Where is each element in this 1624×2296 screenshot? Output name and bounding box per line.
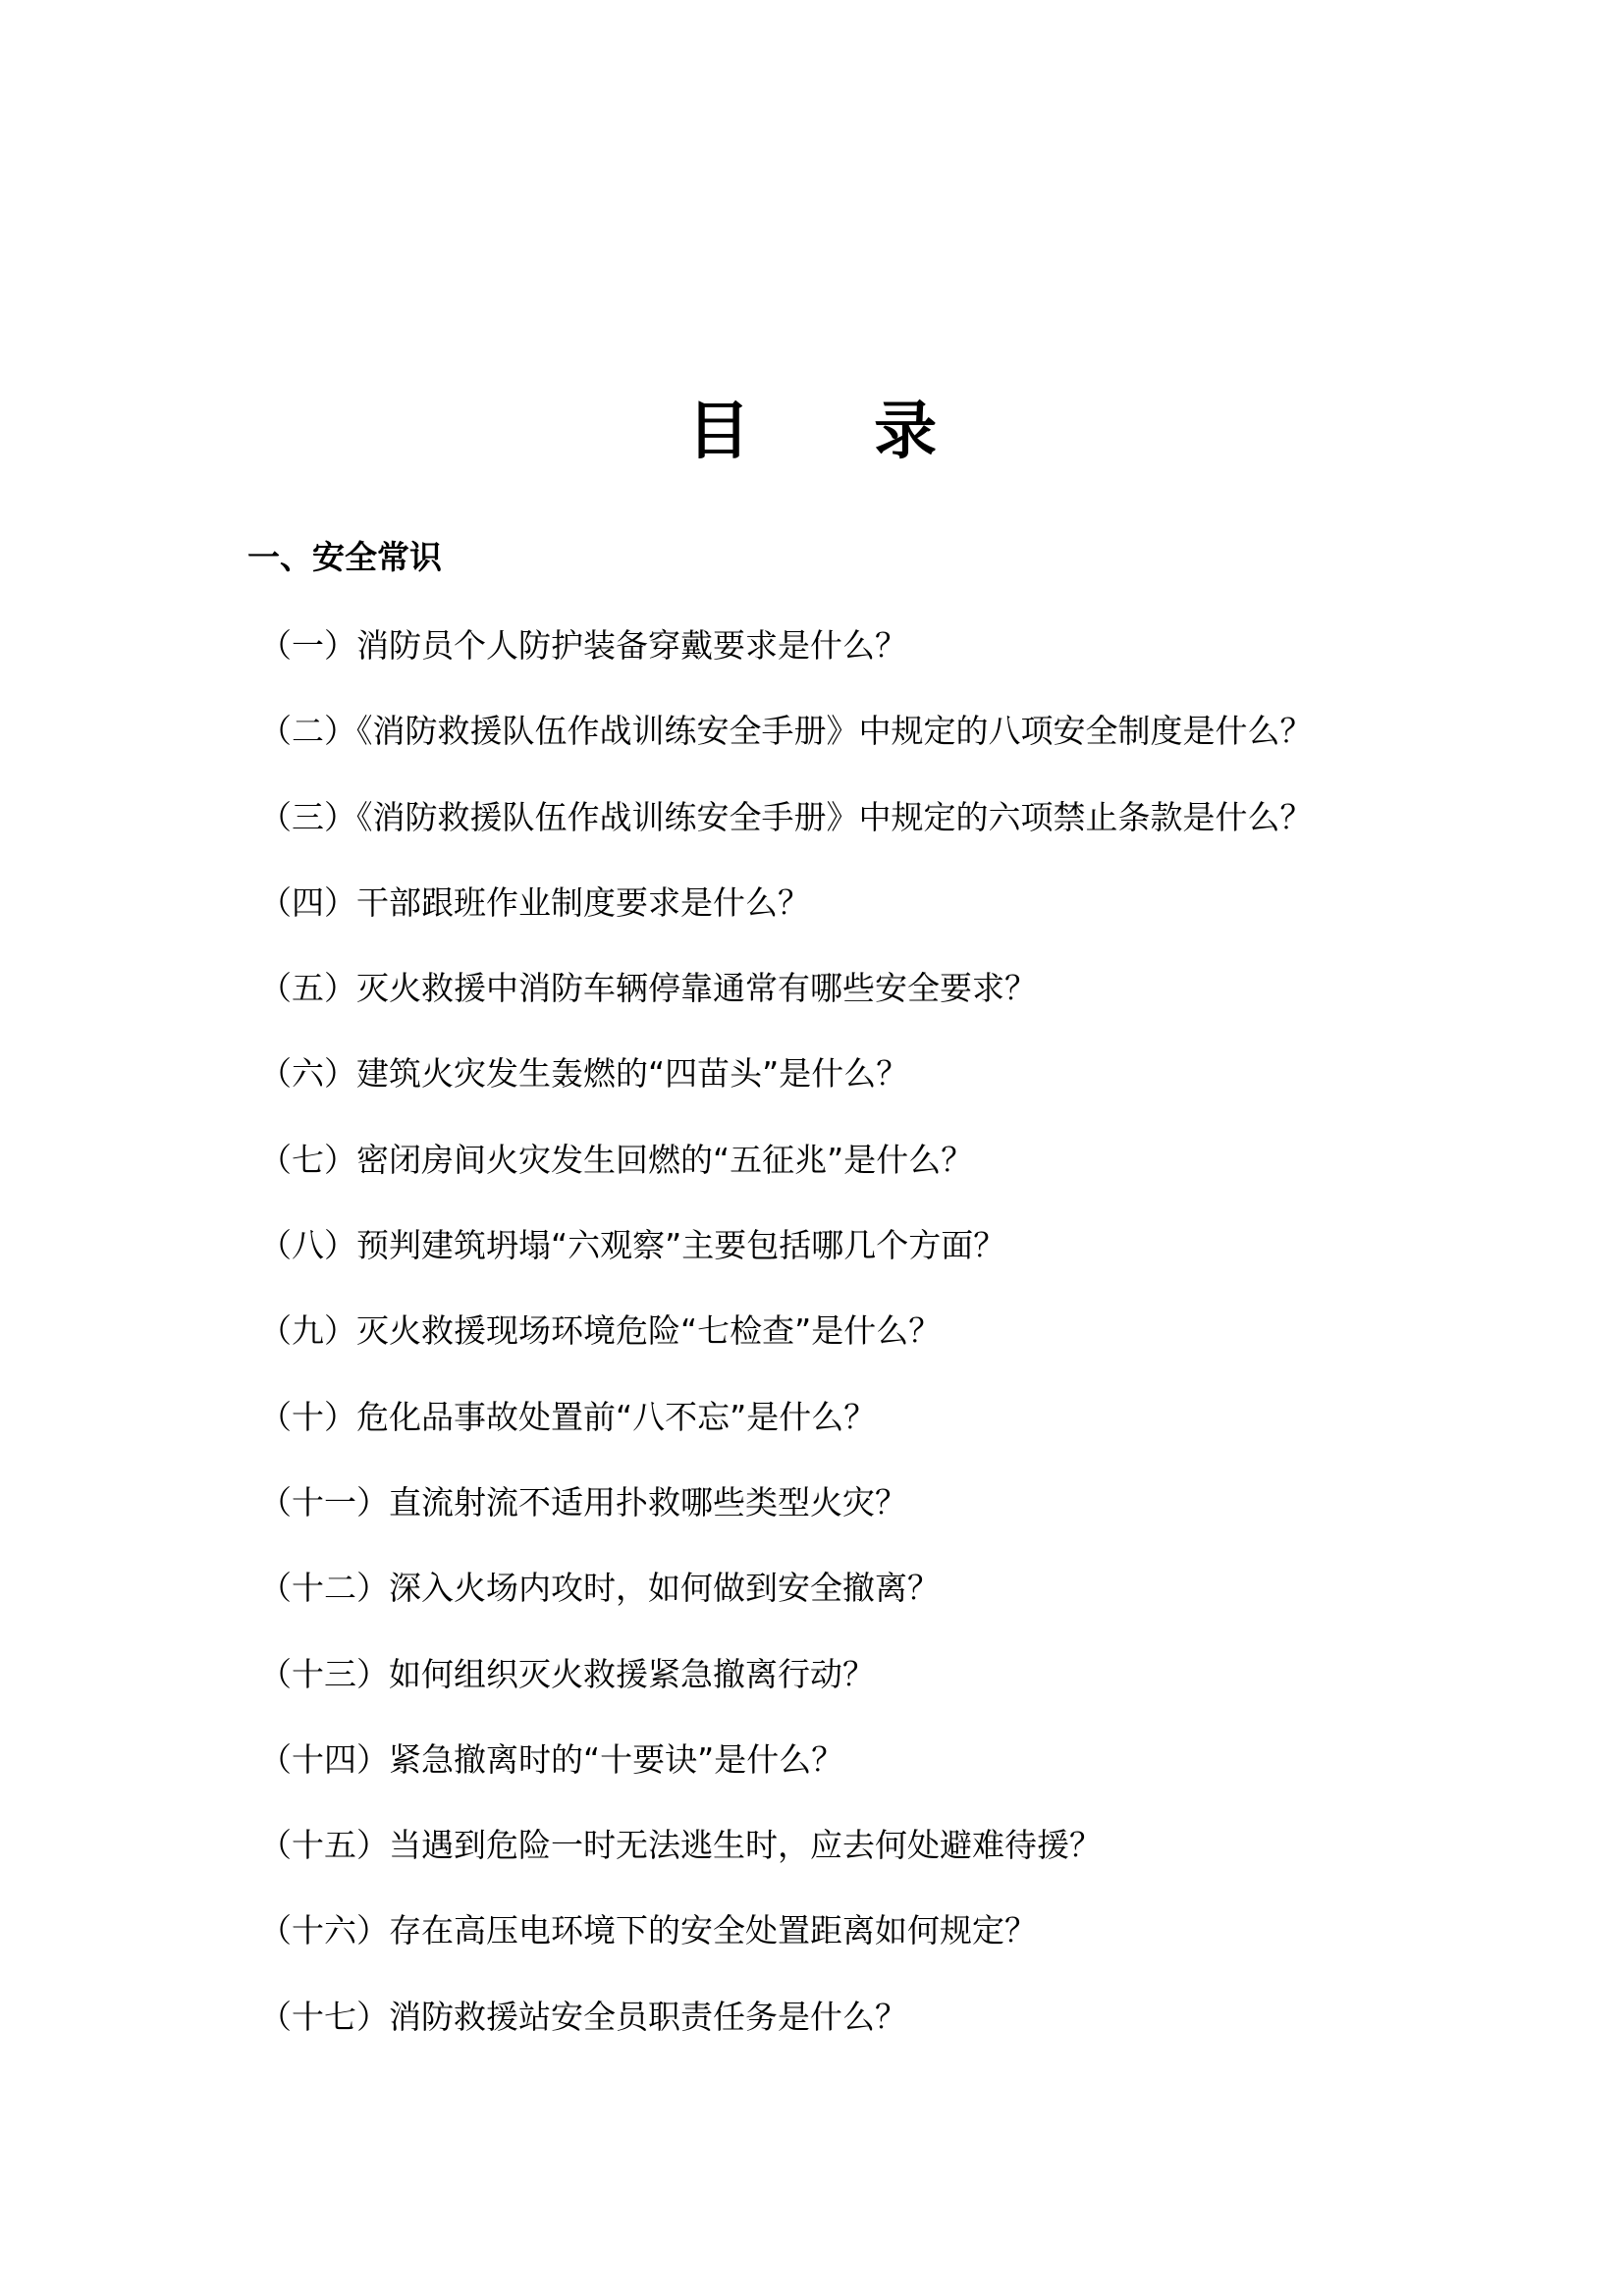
toc-item[interactable]: （十一）直流射流不适用扑救哪些类型火灾？: [259, 1482, 907, 1522]
toc-item[interactable]: （五）灭火救援中消防车辆停靠通常有哪些安全要求？: [259, 969, 1037, 1008]
toc-item[interactable]: （十六）存在高压电环境下的安全处置距离如何规定？: [259, 1911, 1037, 1950]
toc-list: [259, 620, 1575, 2077]
section-heading: 一、安全常识: [247, 538, 442, 576]
toc-item[interactable]: （二）《消防救援队伍作战训练安全手册》中规定的八项安全制度是什么？: [259, 712, 1313, 751]
toc-item[interactable]: （一）消防员个人防护装备穿戴要求是什么？: [259, 626, 907, 665]
toc-item[interactable]: （四）干部跟班作业制度要求是什么？: [259, 882, 810, 922]
toc-item[interactable]: （十五）当遇到危险一时无法逃生时，应去何处避难待援？: [259, 1826, 1102, 1865]
toc-item[interactable]: （九）灭火救援现场环境危险“七检查”是什么？: [259, 1311, 942, 1351]
toc-item[interactable]: （十四）紧急撤离时的“十要诀”是什么？: [259, 1739, 844, 1779]
toc-item[interactable]: （十）危化品事故处置前“八不忘”是什么？: [259, 1397, 877, 1436]
toc-item[interactable]: （六）建筑火灾发生轰燃的“四苗头”是什么？: [259, 1054, 909, 1094]
toc-item[interactable]: （十二）深入火场内攻时，如何做到安全撤离？: [259, 1569, 940, 1608]
toc-item[interactable]: （十七）消防救援站安全员职责任务是什么？: [259, 1997, 907, 2036]
toc-item[interactable]: （八）预判建筑坍塌“六观察”主要包括哪几个方面？: [259, 1226, 1006, 1265]
toc-item[interactable]: （三）《消防救援队伍作战训练安全手册》中规定的六项禁止条款是什么？: [259, 797, 1313, 836]
toc-item[interactable]: （十三）如何组织灭火救援紧急撤离行动？: [259, 1654, 875, 1693]
page-title: 目 录: [686, 396, 989, 468]
toc-item[interactable]: （七）密闭房间火灾发生回燃的“五征兆”是什么？: [259, 1140, 974, 1179]
